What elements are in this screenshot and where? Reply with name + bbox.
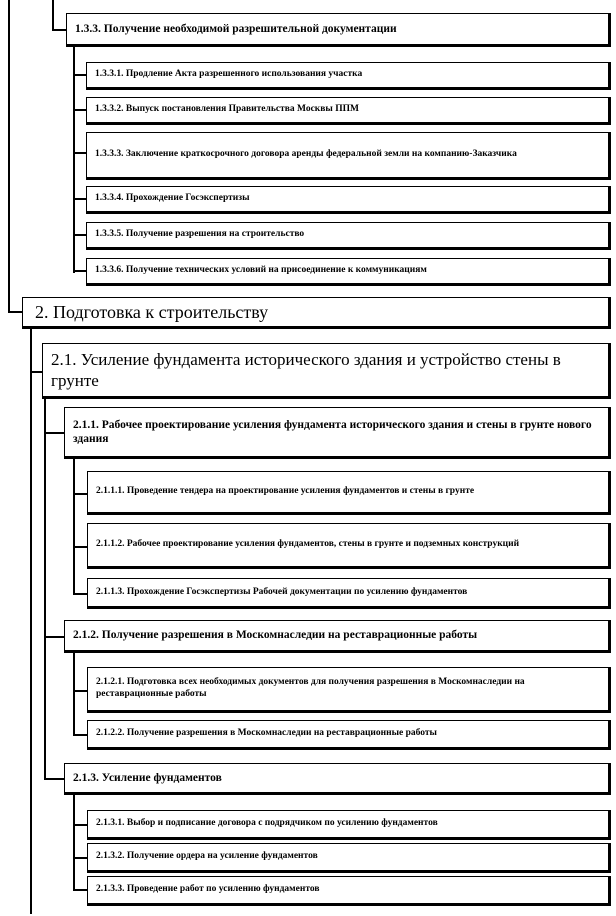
task-2-1-3: 2.1.3. Усиление фундаментов [64,763,611,795]
connector-line [44,398,46,780]
connector-line [73,857,87,859]
connector-line [73,74,86,76]
task-2-1-1-1: 2.1.1.1. Проведение тендера на проектирование усиления фундаментов и стены в грунте [87,471,611,515]
connector-line [73,152,86,154]
task-2-1-3-2: 2.1.3.2. Получение ордера на усиление фундаментов [87,843,611,873]
connector-line [73,234,86,236]
task-2-1-2: 2.1.2. Получение разрешения в Москомнаследии на реставрационные работы [64,620,611,653]
task-2-1-1-2: 2.1.1.2. Рабочее проектирование усиления фундаментов, стены в грунте и подземных конструкций [87,523,611,569]
task-2-1: 2.1. Усиление фундамента исторического здания и устройство стены в грунте [42,343,611,399]
connector-line [73,593,87,595]
task-2-1-3-1: 2.1.3.1. Выбор и подписание договора с подрядчиком по усилению фундаментов [87,810,611,840]
connector-line [52,29,66,31]
connector-line [73,824,87,826]
task-2-1-2-2: 2.1.2.2. Получение разрешения в Москомнаследии на реставрационные работы [87,720,611,750]
task-1-3-3-4: 1.3.3.4. Прохождение Госэкспертизы [86,186,611,214]
connector-line [30,371,42,373]
task-2: 2. Подготовка к строительству [22,297,611,329]
connector-line [73,690,87,692]
task-2-1-1: 2.1.1. Рабочее проектирование усиления фундамента исторического здания и стены в грунте нового здания [64,407,611,459]
task-2-1-2-1: 2.1.2.1. Подготовка всех необходимых документов для получения разрешения в Москомнаследии на реставрационные работы [87,667,611,713]
connector-line [8,311,22,313]
connector-line [44,778,64,780]
task-1-3-3-2: 1.3.3.2. Выпуск постановления Правительства Москвы ППМ [86,97,611,125]
connector-line [73,270,86,272]
connector-line [73,109,86,111]
task-1-3-3-5: 1.3.3.5. Получение разрешения на строительство [86,222,611,250]
connector-line [73,46,75,273]
connector-line [73,458,75,595]
task-1-3-3-3: 1.3.3.3. Заключение краткосрочного договора аренды федеральной земли на компанию-Заказчика [86,132,611,180]
task-1-3-3-6: 1.3.3.6. Получение технических условий на присоединение к коммуникациям [86,258,611,286]
connector-line [52,0,54,30]
connector-line [73,493,87,495]
connector-line [73,652,75,736]
connector-line [73,198,86,200]
connector-line [8,0,10,312]
connector-line [73,889,87,891]
task-1-3-3-1: 1.3.3.1. Продление Акта разрешенного использования участка [86,62,611,90]
connector-line [30,328,32,914]
connector-line [73,734,87,736]
connector-line [44,636,64,638]
connector-line [73,794,75,891]
task-2-1-3-3: 2.1.3.3. Проведение работ по усилению фундаментов [87,876,611,906]
task-1-3-3: 1.3.3. Получение необходимой разрешительной документации [66,13,611,47]
task-2-1-1-3: 2.1.1.3. Прохождение Госэкспертизы Рабочей документации по усилению фундаментов [87,578,611,609]
connector-line [44,432,64,434]
connector-line [73,546,87,548]
